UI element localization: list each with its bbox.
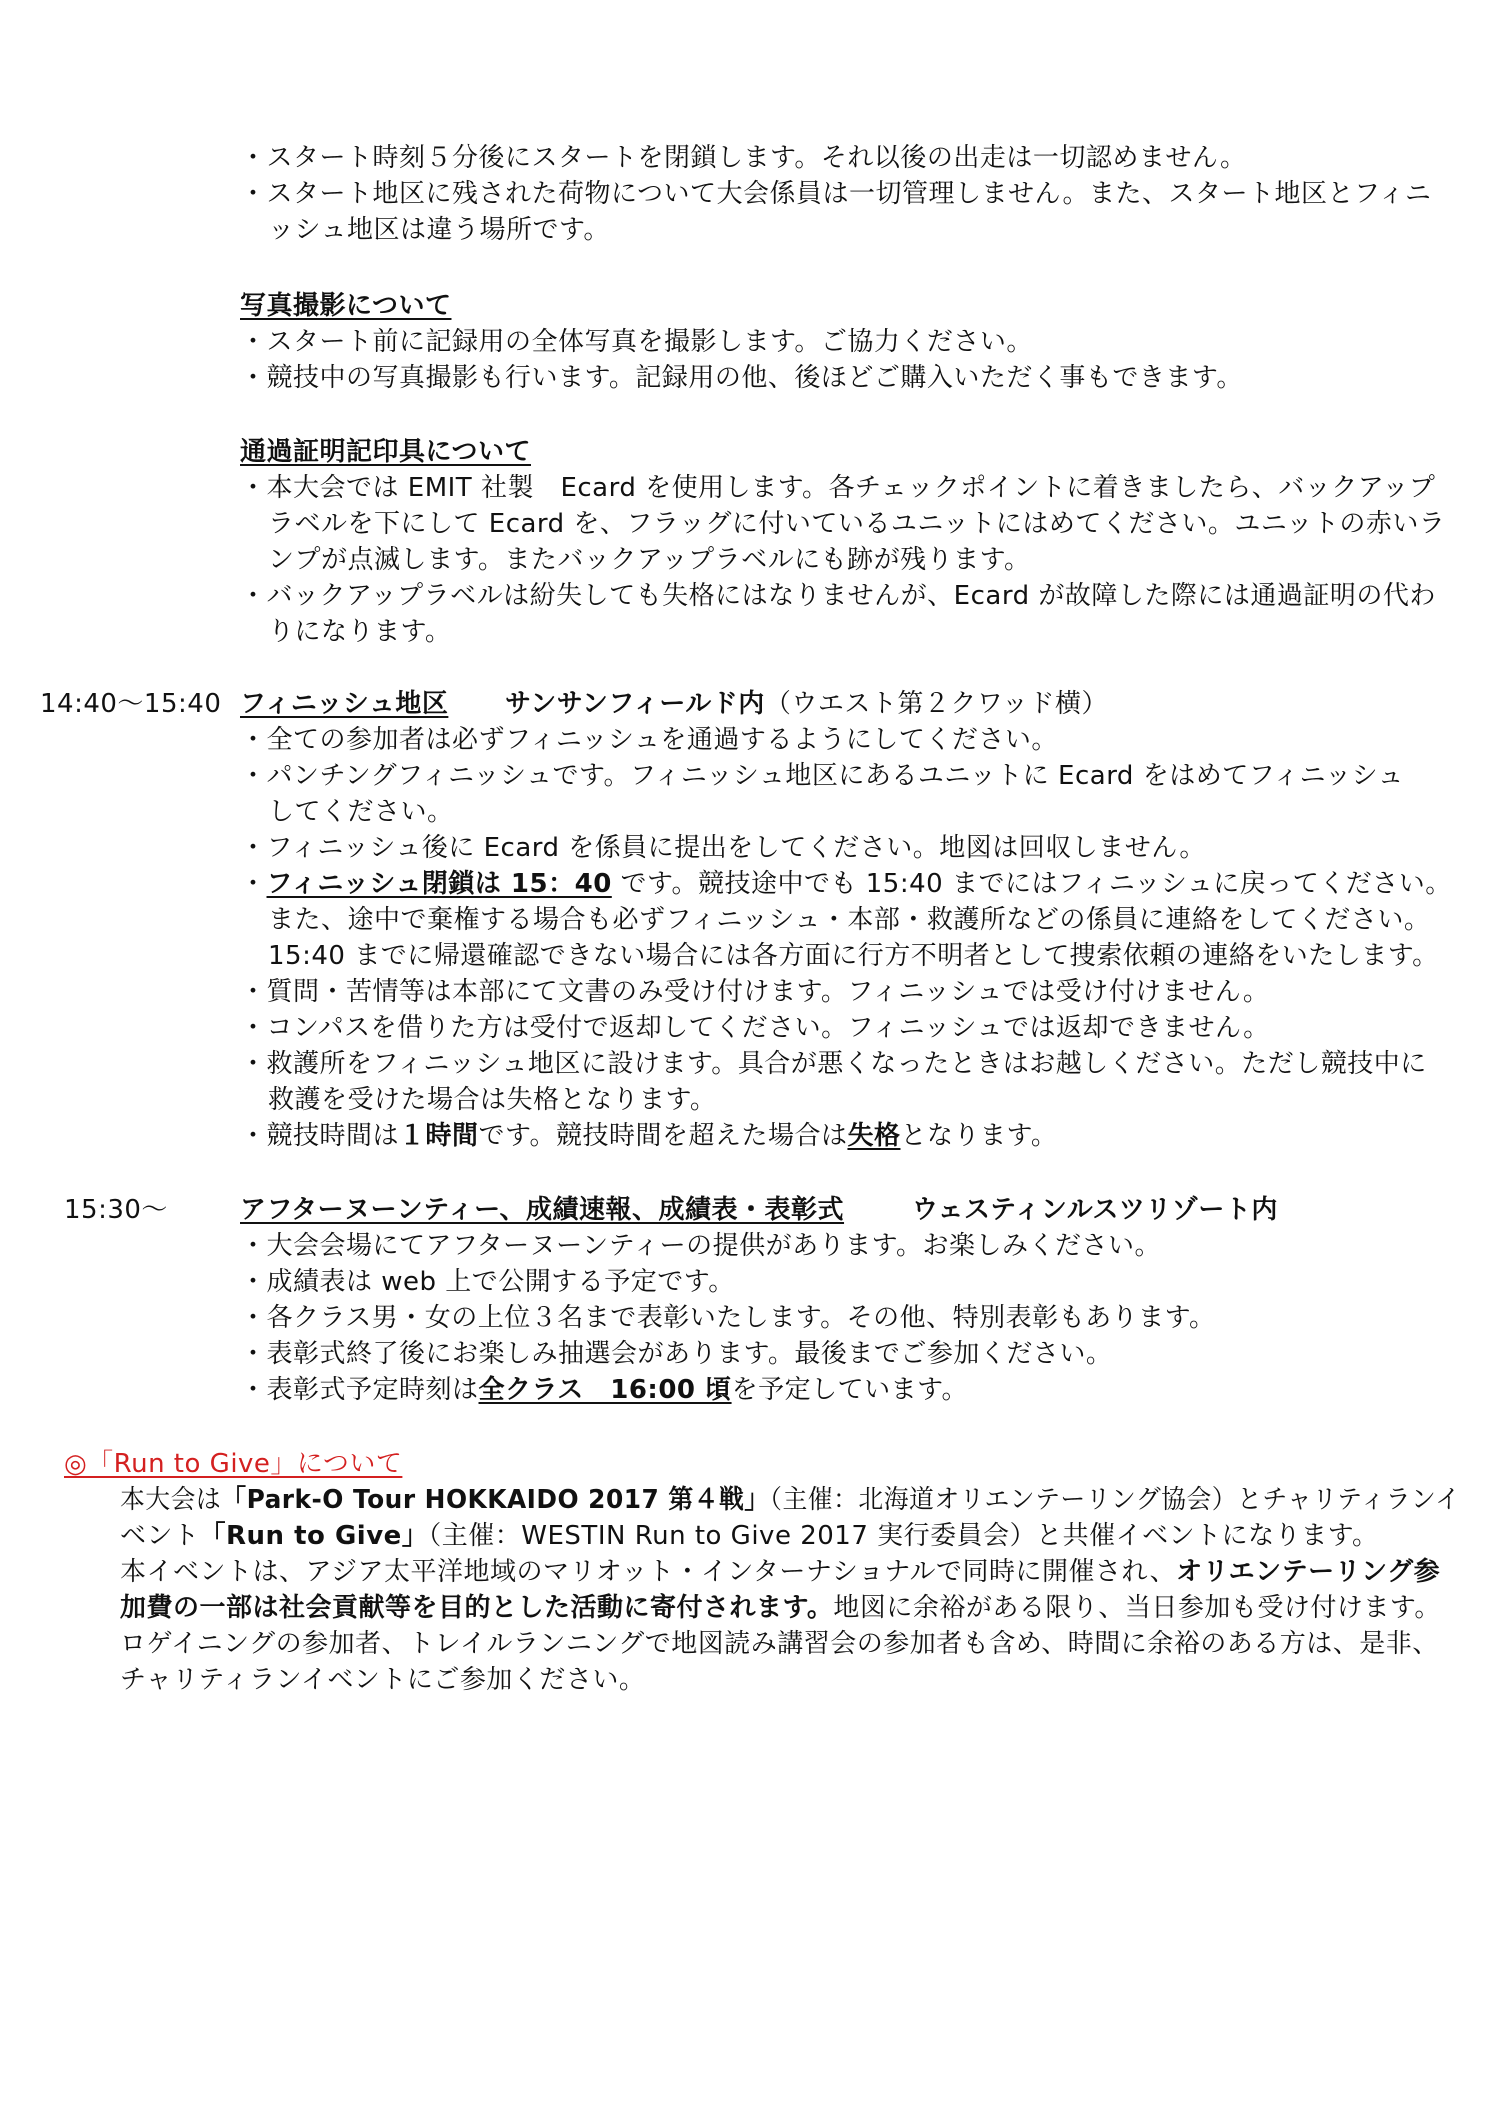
run-to-give-title: ◎「Run to Give」について bbox=[64, 1449, 403, 1479]
run-to-give-para-3 bbox=[120, 1554, 1440, 1590]
finish-line-7: 15:40 までに帰還確認できない場合には各方面に行方不明者として捜索依頼の連絡をいたします。 bbox=[268, 941, 1439, 971]
ecard-line-2: ラベルを下にして Ecard を、フラッグに付いているユニットにはめてください。ユニットの赤いラ bbox=[268, 509, 1446, 539]
photo-section-title: 写真撮影について bbox=[240, 291, 452, 321]
finish-location: サンサンフィールド内 bbox=[505, 689, 765, 719]
start-note-2-cont: ッシュ地区は違う場所です。 bbox=[268, 215, 610, 245]
finish-line-1: ・全ての参加者は必ずフィニッシュを通過するようにしてください。 bbox=[240, 725, 1058, 755]
finish-line-2: ・パンチングフィニッシュです。フィニッシュ地区にあるユニットに Ecard をはめてフィニッシュ bbox=[240, 761, 1405, 791]
rtg-p3-a: 本イベントは、アジア太平洋地域のマリオット・インターナショナルで同時に開催され、 bbox=[120, 1557, 1177, 1587]
afternoon-line-3: ・各クラス男・女の上位３名まで表彰いたします。その他、特別表彰もあります。 bbox=[240, 1303, 1216, 1333]
ecard-section-title: 通過証明記印具について bbox=[240, 437, 531, 467]
rtg-p1-c: （主催：北海道オリエンテーリング協会）とチャリティランイ bbox=[769, 1485, 1461, 1515]
rtg-p4-b: 地図に余裕がある限り、当日参加も受け付けます。 bbox=[833, 1593, 1441, 1623]
finish-line-9: ・コンパスを借りた方は受付で返却してください。フィニッシュでは返却できません。 bbox=[240, 1013, 1270, 1043]
photo-line-2: ・競技中の写真撮影も行います。記録用の他、後ほどご購入いただく事もできます。 bbox=[240, 363, 1243, 393]
run-to-give-para-1 bbox=[120, 1482, 1460, 1518]
ecard-line-1: ・本大会では EMIT 社製 Ecard を使用します。各チェックポイントに着きましたら、バックアップ bbox=[240, 473, 1436, 503]
afternoon-line-2: ・成績表は web 上で公開する予定です。 bbox=[240, 1267, 735, 1297]
rtg-p2-a: ベント bbox=[120, 1521, 200, 1551]
rtg-p2-c: （主催：WESTIN Run to Give 2017 実行委員会）と共催イベントになります。 bbox=[428, 1521, 1379, 1551]
photo-line-1: ・スタート前に記録用の全体写真を撮影します。ご協力ください。 bbox=[240, 327, 1033, 357]
afternoon-line-4: ・表彰式終了後にお楽しみ抽選会があります。最後までご参加ください。 bbox=[240, 1339, 1113, 1369]
ecard-line-3: ンプが点滅します。またバックアップラベルにも跡が残ります。 bbox=[268, 545, 1031, 575]
finish-line-8: ・質問・苦情等は本部にて文書のみ受け付けます。フィニッシュでは受け付けません。 bbox=[240, 977, 1270, 1007]
afternoon-location: ウェスティンルスツリゾート内 bbox=[912, 1195, 1278, 1225]
run-to-give-para-6: チャリティランイベントにご参加ください。 bbox=[120, 1665, 646, 1695]
run-to-give-para-2 bbox=[120, 1518, 1379, 1554]
finish-line-4: ・フィニッシュ後に Ecard を係員に提出をしてください。地図は回収しません。 bbox=[240, 833, 1206, 863]
afternoon-line-1: ・大会会場にてアフターヌーンティーの提供があります。お楽しみください。 bbox=[240, 1231, 1162, 1261]
afternoon-section-title: アフターヌーンティー、成績速報、成績表・表彰式 bbox=[240, 1195, 845, 1225]
rtg-park-o-tour: 「Park-O Tour HOKKAIDO 2017 第４戦」 bbox=[221, 1485, 770, 1515]
finish-disqualified: 失格 bbox=[847, 1121, 901, 1151]
finish-duration: １時間 bbox=[399, 1121, 479, 1151]
rtg-run-to-give: 「Run to Give」 bbox=[199, 1521, 429, 1551]
finish-line-12-e: となります。 bbox=[900, 1121, 1058, 1151]
finish-line-6: また、途中で棄権する場合も必ずフィニッシュ・本部・救護所などの係員に連絡をしてください。 bbox=[268, 905, 1431, 935]
ecard-line-5: りになります。 bbox=[268, 617, 452, 647]
finish-close-time: フィニッシュ閉鎖は 15：40 bbox=[266, 869, 612, 899]
finish-line-11: 救護を受けた場合は失格となります。 bbox=[268, 1085, 717, 1115]
finish-location-wrap bbox=[505, 686, 1108, 722]
start-note-2: ・スタート地区に残された荷物について大会係員は一切管理しません。また、スタート地区とフィニ bbox=[240, 179, 1432, 209]
finish-location-note: （ウエスト第２クワッド横） bbox=[764, 689, 1109, 719]
afternoon-line-5 bbox=[240, 1372, 968, 1408]
ecard-line-4: ・バックアップラベルは紛失しても失格にはなりませんが、Ecard が故障した際には通過証明の代わ bbox=[240, 581, 1436, 611]
afternoon-award-time: 全クラス 16:00 頃 bbox=[478, 1375, 732, 1405]
finish-section-title: フィニッシュ地区 bbox=[240, 689, 449, 719]
run-to-give-para-5: ロゲイニングの参加者、トレイルランニングで地図読み講習会の参加者も含め、時間に余裕のある方は、是非、 bbox=[120, 1629, 1439, 1659]
finish-line-3: してください。 bbox=[268, 797, 454, 827]
start-note-1: ・スタート時刻５分後にスタートを閉鎖します。それ以後の出走は一切認めません。 bbox=[240, 143, 1247, 173]
finish-line-12 bbox=[240, 1118, 1057, 1154]
finish-line-5 bbox=[240, 866, 1452, 902]
finish-line-12-c: です。競技時間を超えた場合は bbox=[478, 1121, 848, 1151]
finish-time: 14:40～15:40 bbox=[40, 689, 222, 719]
rtg-p4-a: 加費の一部は社会貢献等を目的とした活動に寄付されます。 bbox=[120, 1593, 834, 1623]
afternoon-time: 15:30～ bbox=[64, 1195, 168, 1225]
afternoon-line-5-a: ・表彰式予定時刻は bbox=[240, 1375, 479, 1405]
finish-line-5-bullet: ・ bbox=[240, 869, 267, 899]
finish-line-10: ・救護所をフィニッシュ地区に設けます。具合が悪くなったときはお越しください。ただし競技中に bbox=[240, 1049, 1427, 1079]
run-to-give-para-4 bbox=[120, 1590, 1441, 1626]
rtg-p1-a: 本大会は bbox=[120, 1485, 222, 1515]
finish-line-12-a: ・競技時間は bbox=[240, 1121, 400, 1151]
afternoon-line-5-c: を予定しています。 bbox=[731, 1375, 968, 1405]
rtg-p3-b: オリエンテーリング参 bbox=[1176, 1557, 1441, 1587]
finish-line-5-rest: です。競技途中でも 15:40 までにはフィニッシュに戻ってください。 bbox=[611, 869, 1452, 899]
